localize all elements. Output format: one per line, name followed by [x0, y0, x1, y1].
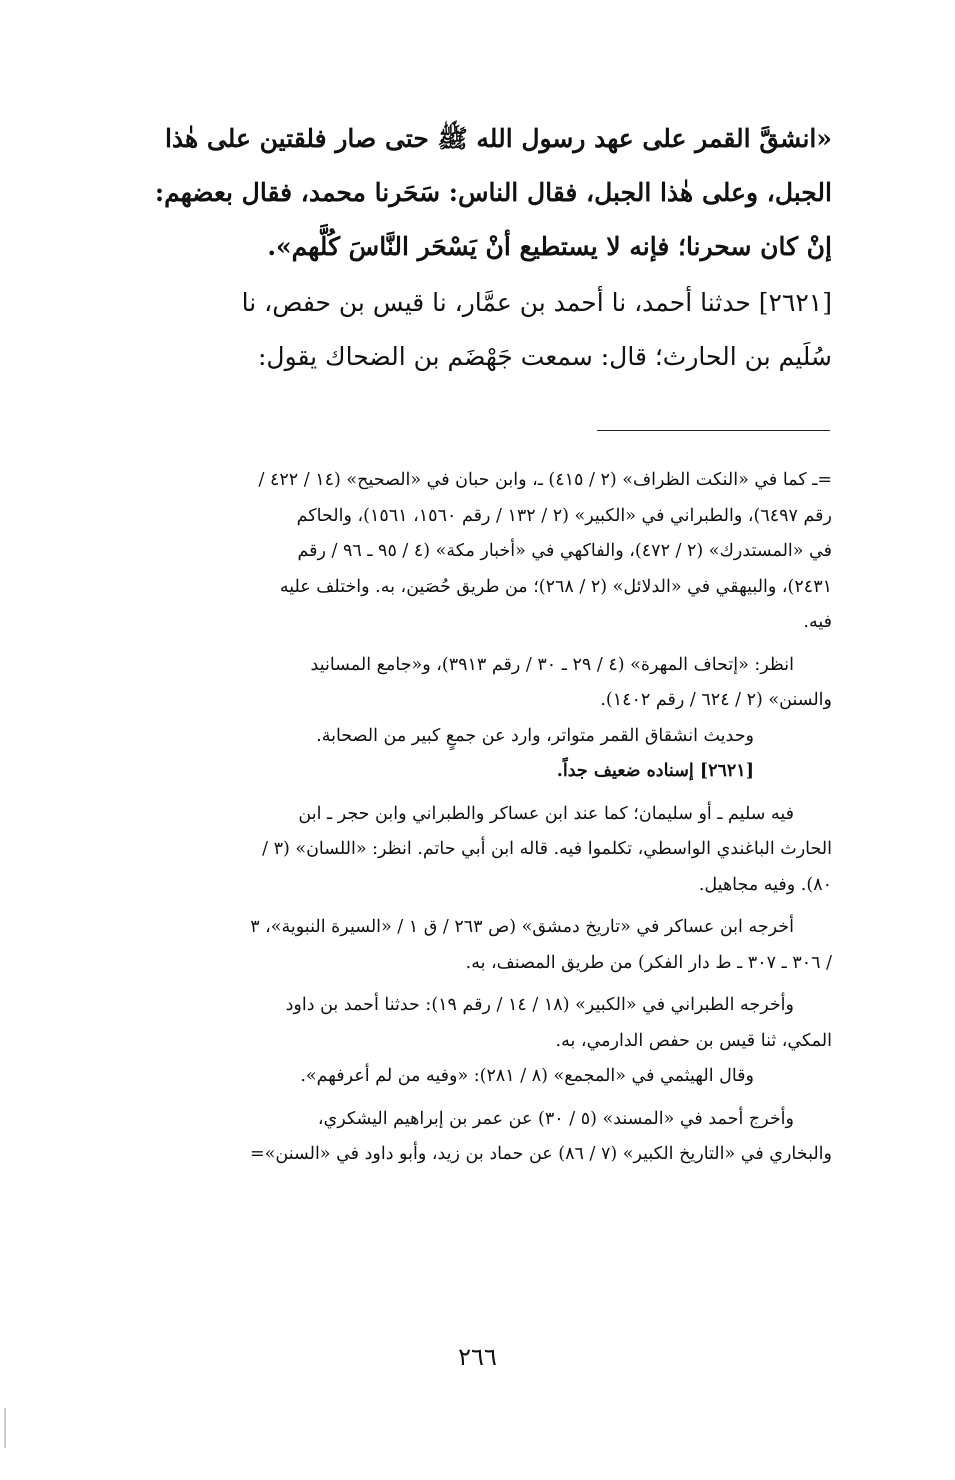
footnote-line: ٨٠). وفيه مجاهيل.: [698, 874, 832, 895]
footnote-line: والسنن» (٢ / ٦٢٤ / رقم ١٤٠٢).: [600, 690, 832, 710]
footnote-line: وقال الهيثمي في «المجمع» (٨ / ٢٨١): «وفيه من لم أعرفهم».: [300, 1066, 754, 1086]
page-number: ٢٦٦: [458, 1343, 497, 1371]
footnote-line: فيه سليم ـ أو سليمان؛ كما عند ابن عساكر والطبراني وابن حجر ـ ابن: [298, 803, 794, 824]
footnote-line: في «المستدرك» (٢ / ٤٧٢)، والفاكهي في «أخبار مكة» (٤ / ٩٥ ـ ٩٦ / رقم: [297, 541, 832, 561]
footnote-line: والبخاري في «التاريخ الكبير» (٧ / ٨٦) عن حماد بن زيد، وأبو داود في «السنن»=: [250, 1144, 832, 1164]
footnote-line: المكي، ثنا قيس بن حفص الدارمي، به.: [555, 1030, 832, 1051]
footnote-line: وحديث انشقاق القمر متواتر، وارد عن جمعٍ كبير من الصحابة.: [316, 725, 754, 746]
main-line-5: سُلَيم بن الحارث؛ قال: سمعت جَهْضَم بن الضحاك يقول:: [258, 342, 832, 371]
footnote-line: / ٣٠٦ ـ ٣٠٧ ـ ط دار الفكر) من طريق المصنف، به.: [465, 952, 832, 973]
footnote-line: فيه.: [803, 612, 832, 632]
scan-edge-mark: [4, 1408, 6, 1448]
footnote-line: الحارث الباغندي الواسطي، تكلموا فيه. قاله ابن أبي حاتم. انظر: «اللسان» (٣ /: [262, 839, 832, 859]
main-line-1: «انشقَّ القمر على عهد رسول الله ﷺ حتى صار فلقتين على هٰذا: [164, 124, 832, 153]
main-line-4: [٢٦٢١] حدثنا أحمد، نا أحمد بن عمَّار، نا قيس بن حفص، نا: [241, 288, 832, 317]
footnote-line: وأخرج أحمد في «المسند» (٥ / ٣٠) عن عمر بن إبراهيم اليشكري،: [317, 1108, 794, 1129]
main-line-2: الجبل، وعلى هٰذا الجبل، فقال الناس: سَحَرنا محمد، فقال بعضهم:: [154, 178, 832, 207]
footnote-separator: [597, 430, 830, 431]
footnotes: [112, 463, 832, 1173]
footnote-line: رقم ٦٤٩٧)، والطبراني في «الكبير» (٢ / ١٣٢ / رقم ١٥٦٠، ١٥٦١)، والحاكم: [296, 505, 832, 526]
footnote-line: انظر: «إتحاف المهرة» (٤ / ٢٩ ـ ٣٠ / رقم ٣٩١٣)، و«جامع المسانيد: [310, 654, 794, 675]
main-line-3: إنْ كان سحرنا؛ فإنه لا يستطيع أنْ يَسْحَر النَّاسَ كُلَّهم».: [267, 232, 832, 261]
main-text: [112, 112, 832, 384]
footnote-line: =ـ كما في «النكت الظراف» (٢ / ٤١٥) ـ، وابن حبان في «الصحيح» (١٤ / ٤٢٢ /: [258, 470, 832, 490]
footnote-line: وأخرجه الطبراني في «الكبير» (١٨ / ١٤ / رقم ١٩): حدثنا أحمد بن داود: [285, 995, 794, 1015]
footnote-line: أخرجه ابن عساكر في «تاريخ دمشق» (ص ٢٦٣ / ق ١ / «السيرة النبوية»، ٣: [250, 917, 794, 937]
footnote-line: [٢٦٢١] إسناده ضعيف جداً.: [556, 761, 754, 781]
footnote-line: ٢٤٣١)، والبيهقي في «الدلائل» (٢ / ٢٦٨)؛ من طريق حُصَين، به. واختلف عليه: [279, 576, 832, 597]
